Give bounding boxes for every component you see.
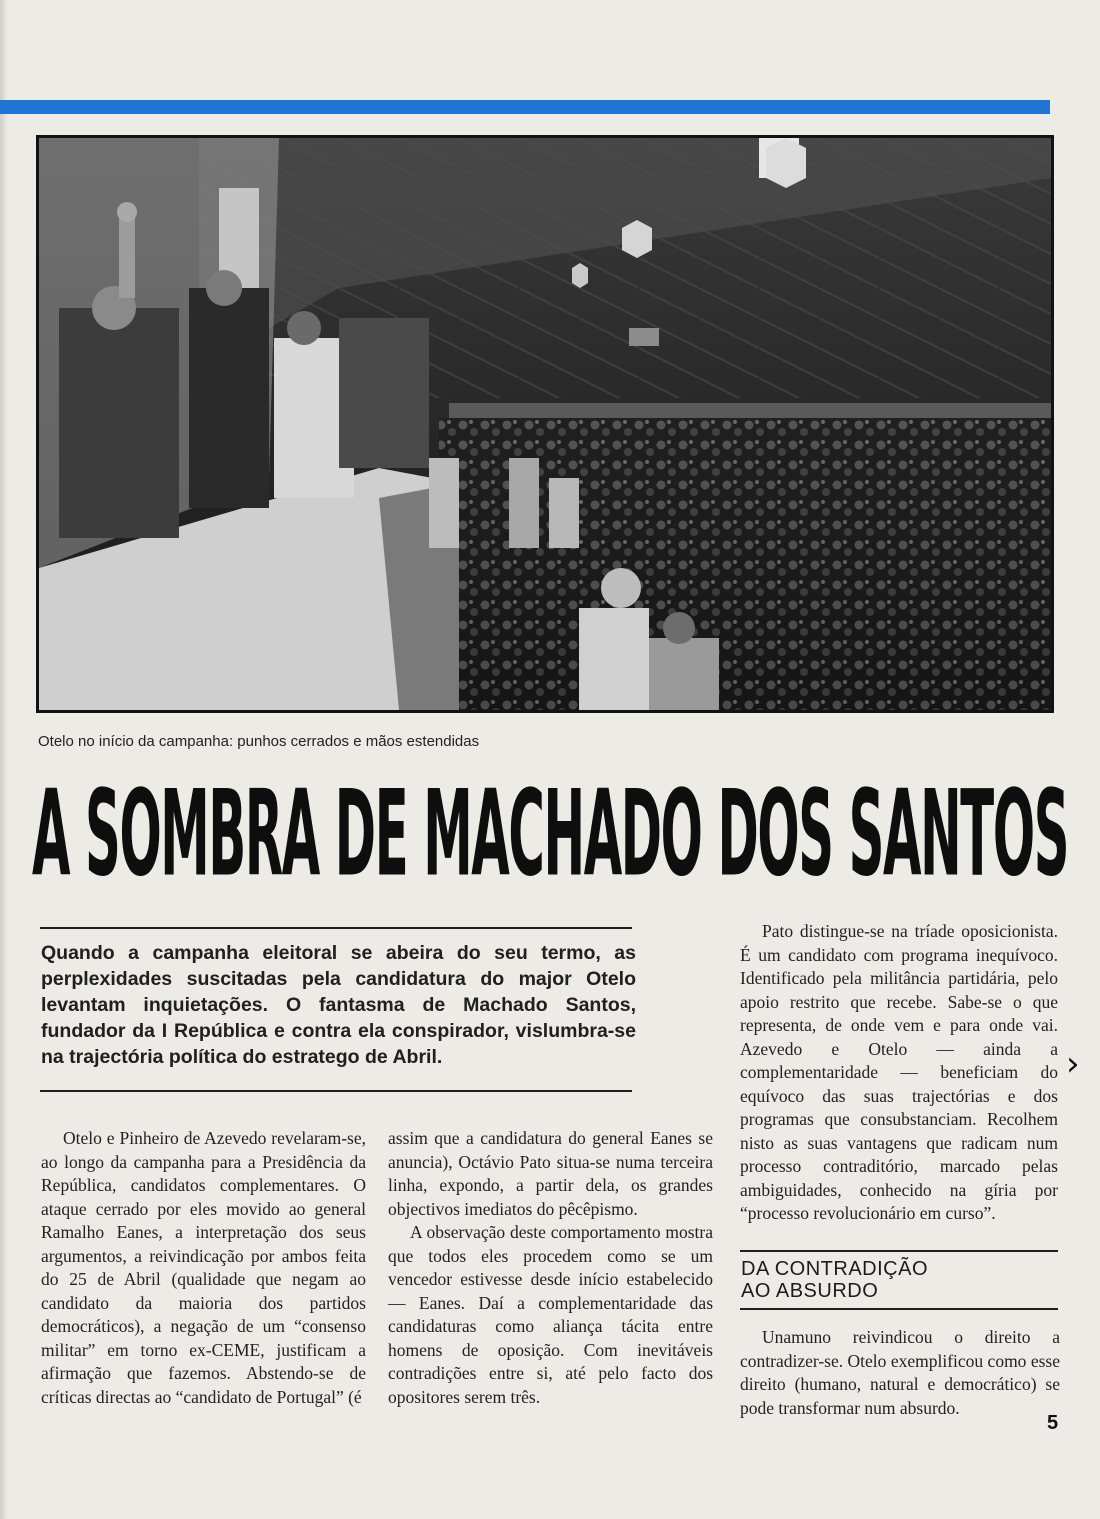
page-edge-shadow <box>0 0 8 1519</box>
body-paragraph: assim que a candidatura do general Eanes se anuncia), Octávio Pato situa-se numa terceira linha, expondo, a partir dela, os grandes objectivos imediatos do pêcêpismo. <box>388 1128 713 1219</box>
subhead-line: DA CONTRADIÇÃO <box>741 1258 929 1280</box>
accent-bar <box>0 100 1050 114</box>
page-number: 5 <box>1047 1412 1059 1434</box>
rally-photo <box>36 135 1054 713</box>
subhead-bottom-rule <box>740 1308 1058 1310</box>
subhead-top-rule <box>740 1250 1058 1252</box>
article-column-1 <box>41 1127 366 1409</box>
rally-photo-illustration <box>39 138 1051 710</box>
lead-bottom-rule <box>40 1090 632 1092</box>
photo-caption: Otelo no início da campanha: punhos cerrados e mãos estendidas <box>38 733 480 750</box>
article-column-3 <box>740 920 1058 1226</box>
chevron-right-icon: › <box>1066 1044 1080 1084</box>
article-column-3-continued <box>740 1326 1060 1420</box>
body-paragraph: A observação deste comportamento mostra que todos eles procedem como se um vencedor estivesse desde início estabelecido — Eanes. Daí a complementaridade das candidaturas como aliança tácita entre homens de oposição. Com inevitáveis contradições entre si, até pelo facto dos opositores serem três. <box>388 1222 713 1407</box>
article-column-2 <box>388 1127 713 1409</box>
body-paragraph: Unamuno reivindicou o direito a contradizer-se. Otelo exemplificou como esse direito (humano, natural e democrático) se pode transformar num absurdo. <box>740 1327 1060 1418</box>
body-paragraph: Otelo e Pinheiro de Azevedo revelaram-se, ao longo da campanha para a Presidência da República, candidatos complementares. O ataque cerrado por eles movido ao general Ramalho Eanes, a interpretação dos seus argumentos, a reivindicação por ambos feita do 25 de Abril (qualidade que negam ao candidato da maioria dos partidos democráticos), a negação de um “consenso militar” em torno ex-CEME, justificam a afirmação que fazemos. Abstendo-se de críticas directas ao “candidato de Portugal” (é <box>41 1128 366 1407</box>
body-paragraph: Pato distingue-se na tríade oposicionista. É um candidato com programa inequívoco. Identificado pela militância partidária, pelo apoio restrito que recebe. Sabe-se o que representa, de onde vem e para onde vai. Azevedo e Otelo — ainda a complementaridade — beneficiam do equívoco das suas trajectórias e dos programas que consubstanciam. Recolhem nisto as suas vantagens que radicam num processo contraditório, marcado pelas ambiguidades, conhecido na gíria por “processo revolucionário em curso”. <box>740 921 1058 1223</box>
lead-paragraph: Quando a campanha eleitoral se abeira do seu termo, as perplexidades suscitadas pela candidatura do major Otelo levantam inquietações. O fantasma de Machado Santos, fundador da I República e contra ela conspirador, vislumbra-se na trajectória política do estratego de Abril. <box>41 942 636 1068</box>
subhead-line: AO ABSURDO <box>741 1280 879 1302</box>
lead-top-rule <box>40 927 632 929</box>
section-subhead <box>741 1258 1056 1302</box>
headline: A SOMBRA DE MACHADO DOS SANTOS <box>32 765 1069 904</box>
